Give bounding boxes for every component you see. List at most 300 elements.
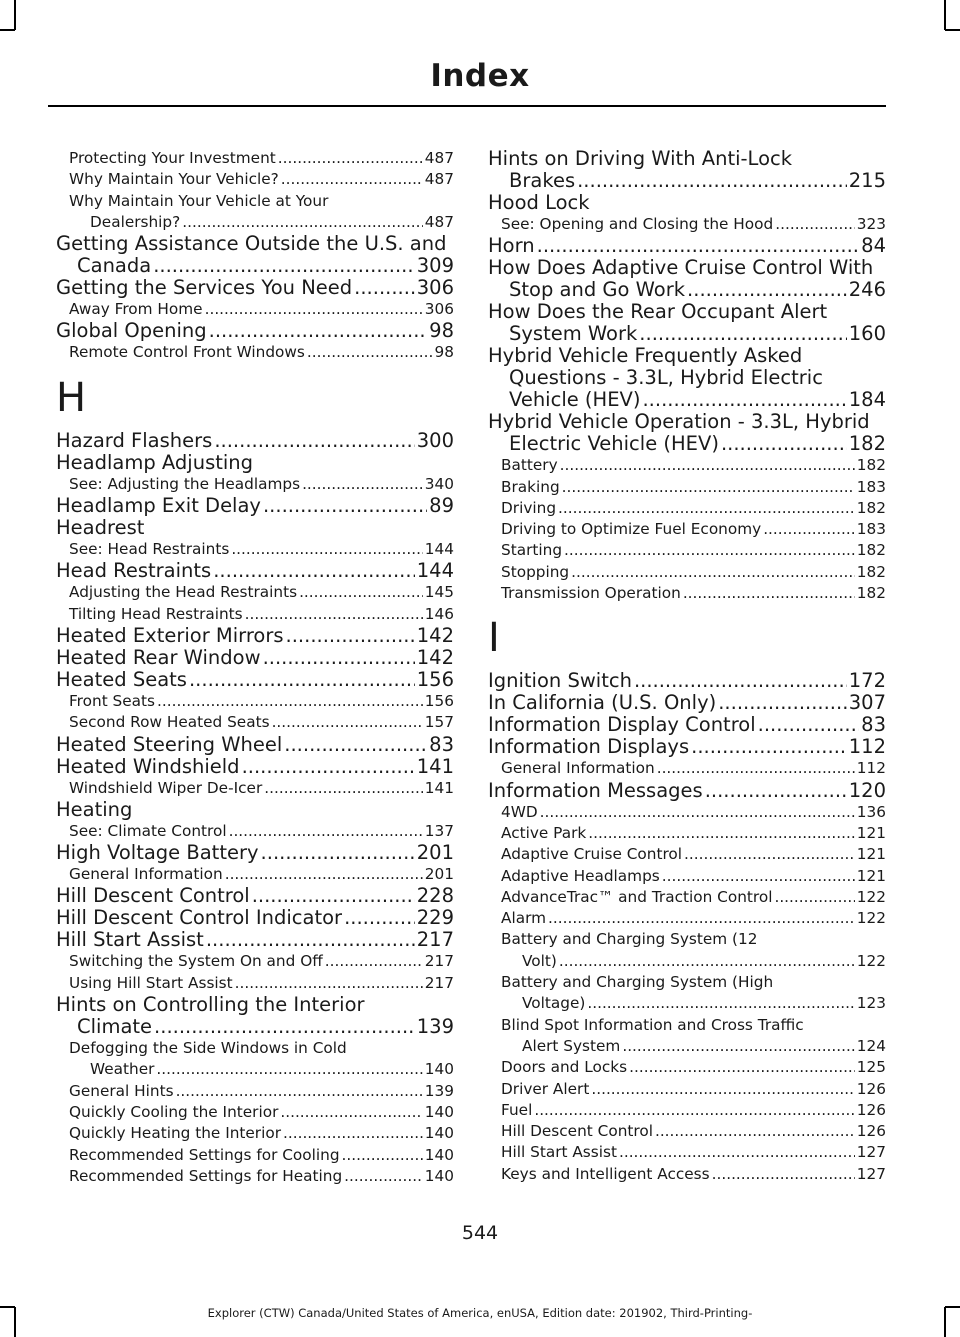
- index-entry-row: [56, 517, 454, 539]
- index-entry: [56, 430, 454, 452]
- index-entry: [56, 233, 454, 277]
- index-entry: [488, 692, 886, 714]
- index-entry-row: [56, 277, 454, 299]
- index-entry-row: [501, 1100, 886, 1121]
- index-subentry: [488, 887, 886, 908]
- entry-page: 142: [416, 623, 454, 647]
- dot-leader: [213, 560, 415, 582]
- index-entry: [56, 495, 454, 517]
- entry-label: Getting Assistance Outside the U.S. and: [56, 232, 447, 256]
- index-entry-row: [56, 430, 454, 452]
- entry-label: Tilting Head Restraints: [69, 604, 243, 623]
- entry-label: AdvanceTrac™ and Traction Control: [501, 887, 773, 906]
- entry-page: 139: [416, 1015, 454, 1039]
- entry-page: 144: [424, 540, 454, 559]
- dot-leader: [280, 1102, 422, 1123]
- index-entry-row: [69, 821, 454, 842]
- dot-leader: [252, 885, 415, 907]
- entry-label: General Information: [69, 865, 223, 884]
- dot-leader: [560, 455, 855, 476]
- entry-page: 121: [856, 823, 886, 842]
- entry-label: Heated Exterior Mirrors: [56, 623, 284, 647]
- dot-leader: [577, 170, 847, 192]
- section-letter: H: [56, 374, 87, 421]
- index-entry-row: [69, 539, 454, 560]
- dot-leader: [342, 1145, 423, 1166]
- dot-leader: [763, 519, 855, 540]
- entry-label: Adjusting the Head Restraints: [69, 583, 298, 602]
- index-entry-row: [488, 389, 886, 411]
- index-subentry: [56, 951, 454, 972]
- dot-leader: [242, 756, 415, 778]
- index-entry-row: [56, 842, 454, 864]
- index-subentry: [488, 866, 886, 887]
- entry-page: 146: [424, 604, 454, 623]
- entry-label: Switching the System On and Off: [69, 952, 323, 971]
- index-entry: [488, 148, 886, 192]
- entry-page: 136: [856, 802, 886, 821]
- index-entry-row: [501, 455, 886, 476]
- index-entry-row: [501, 519, 886, 540]
- index-entry-row: [501, 477, 886, 498]
- entry-label: Stopping: [501, 562, 570, 581]
- entry-label: Information Messages: [488, 778, 703, 802]
- dot-leader: [264, 778, 423, 799]
- entry-page: 201: [416, 841, 454, 865]
- index-entry: [488, 780, 886, 802]
- dot-leader: [272, 712, 423, 733]
- dot-leader: [718, 692, 847, 714]
- index-entry-row: [501, 562, 886, 583]
- index-subentry: [488, 1121, 886, 1142]
- dot-leader: [263, 495, 427, 517]
- index-entry-row: [69, 1123, 454, 1144]
- entry-label: Hybrid Vehicle Frequently Asked: [488, 344, 803, 368]
- entry-label: High Voltage Battery: [56, 841, 259, 865]
- index-subentry: [56, 1038, 454, 1081]
- entry-label: Recommended Settings for Heating: [69, 1166, 343, 1185]
- entry-label: Active Park: [501, 823, 587, 842]
- entry-label: Alert System: [522, 1036, 621, 1055]
- entry-label: Information Displays: [488, 735, 690, 759]
- dot-leader: [534, 1100, 854, 1121]
- index-entry-row: [69, 212, 454, 233]
- entry-label: Driver Alert: [501, 1079, 590, 1098]
- index-entry: [488, 736, 886, 758]
- index-subentry: [56, 1081, 454, 1102]
- entry-label: Headlamp Adjusting: [56, 450, 254, 474]
- entry-label: Brakes: [509, 169, 576, 192]
- dot-leader: [189, 669, 415, 691]
- index-entry-row: [56, 625, 454, 647]
- entry-page: 140: [424, 1166, 454, 1185]
- index-subentry: [56, 604, 454, 625]
- entry-page: 172: [848, 669, 886, 693]
- index-entry-row: [501, 844, 886, 865]
- entry-page: 160: [848, 322, 886, 346]
- dot-leader: [154, 1016, 415, 1038]
- footer-text: Explorer (CTW) Canada/United States of America, enUSA, Edition date: 201902, Third-Printing-: [207, 1306, 753, 1320]
- entry-page: 156: [416, 667, 454, 691]
- dot-leader: [721, 433, 847, 455]
- entry-label: Why Maintain Your Vehicle at Your: [69, 191, 329, 210]
- entry-page: 182: [856, 498, 886, 517]
- entry-label: Volt): [522, 951, 557, 970]
- entry-label: Why Maintain Your Vehicle?: [69, 170, 279, 189]
- entry-page: 144: [416, 559, 454, 583]
- dot-leader: [354, 277, 415, 299]
- dot-leader: [344, 1166, 423, 1187]
- entry-label: Hill Descent Control: [56, 884, 250, 908]
- entry-page: 122: [856, 909, 886, 928]
- page-title: Index: [430, 58, 530, 94]
- entry-label: Heated Seats: [56, 667, 187, 691]
- index-column-right: [488, 148, 886, 1185]
- dot-leader: [588, 823, 855, 844]
- index-entry-row: [501, 498, 886, 519]
- entry-page: 228: [416, 884, 454, 908]
- index-entry: [56, 842, 454, 864]
- index-entry-row: [56, 929, 454, 951]
- entry-page: 182: [856, 541, 886, 560]
- index-subentry: [488, 1142, 886, 1163]
- entry-page: 112: [856, 759, 886, 778]
- dot-leader: [537, 235, 860, 257]
- entry-page: 217: [416, 928, 454, 952]
- entry-label: Quickly Heating the Interior: [69, 1124, 281, 1143]
- index-subentry: [488, 1057, 886, 1078]
- index-subentry: [488, 214, 886, 235]
- index-entry-row: [69, 169, 454, 190]
- index-entry: [488, 192, 886, 214]
- entry-label: Hill Descent Control: [501, 1122, 653, 1141]
- entry-label: Electric Vehicle (HEV): [509, 432, 719, 456]
- index-entry-row: [69, 1081, 454, 1102]
- index-entry: [56, 277, 454, 299]
- index-entry-row: [56, 495, 454, 517]
- index-entry-row: [488, 714, 886, 736]
- index-entry-row: [488, 192, 886, 214]
- index-subentry: [488, 823, 886, 844]
- index-subentry: [488, 477, 886, 498]
- index-entry-row: [501, 1036, 886, 1057]
- entry-label: Information Display Control: [488, 713, 756, 737]
- entry-page: 127: [856, 1164, 886, 1183]
- index-subentry: [488, 498, 886, 519]
- entry-label: Hints on Controlling the Interior: [56, 993, 365, 1017]
- index-subentry: [56, 148, 454, 169]
- index-entry-row: [501, 1057, 886, 1078]
- index-entry-row: [488, 279, 886, 301]
- index-subentry: [488, 455, 886, 476]
- index-subentry: [56, 1123, 454, 1144]
- dot-leader: [307, 342, 433, 363]
- entry-page: 141: [424, 778, 454, 797]
- entry-label: Horn: [488, 234, 535, 258]
- entry-label: Ignition Switch: [488, 669, 632, 693]
- index-entry-row: [69, 951, 454, 972]
- index-entry-row: [56, 907, 454, 929]
- entry-label: Fuel: [501, 1100, 533, 1119]
- index-subentry: [488, 562, 886, 583]
- index-entry-row: [488, 433, 886, 455]
- index-subentry: [488, 519, 886, 540]
- index-entry-row: [501, 1079, 886, 1100]
- index-entry: [488, 670, 886, 692]
- entry-page: 127: [856, 1143, 886, 1162]
- entry-label: In California (U.S. Only): [488, 691, 717, 715]
- entry-page: 157: [424, 713, 454, 732]
- entry-page: 182: [856, 456, 886, 475]
- dot-leader: [564, 540, 855, 561]
- entry-label: Stop and Go Work: [509, 278, 686, 302]
- entry-label: See: Head Restraints: [69, 540, 230, 559]
- entry-label-continued: Questions - 3.3L, Hybrid Electric: [509, 366, 823, 390]
- index-subentry: [488, 758, 886, 779]
- dot-leader: [634, 670, 847, 692]
- index-entry: [56, 756, 454, 778]
- dot-leader: [182, 212, 423, 233]
- dot-leader: [622, 1036, 854, 1057]
- index-entry-row: [56, 320, 454, 342]
- index-entry-row: [69, 712, 454, 733]
- entry-label: Adaptive Cruise Control: [501, 845, 683, 864]
- entry-page: 137: [424, 821, 454, 840]
- entry-label: Heating: [56, 797, 133, 821]
- index-entry-row: [488, 692, 886, 714]
- entry-label: Second Row Heated Seats: [69, 713, 270, 732]
- entry-label: Headlamp Exit Delay: [56, 494, 261, 518]
- entry-label: See: Climate Control: [69, 821, 227, 840]
- dot-leader: [153, 255, 415, 277]
- index-entry-row: [501, 583, 886, 604]
- index-entry-row: [56, 669, 454, 691]
- entry-label: General Information: [501, 759, 655, 778]
- dot-leader: [206, 929, 415, 951]
- index-subentry: [488, 844, 886, 865]
- index-entry-row: [56, 885, 454, 907]
- index-entry-row: [56, 647, 454, 669]
- header-rule: [48, 105, 886, 107]
- index-subentry: [488, 540, 886, 561]
- index-entry: [56, 907, 454, 929]
- entry-page: 140: [424, 1102, 454, 1121]
- dot-leader: [655, 1121, 855, 1142]
- entry-page: 140: [424, 1060, 454, 1079]
- index-subentry: [488, 802, 886, 823]
- entry-page: 140: [424, 1145, 454, 1164]
- entry-page: 487: [424, 170, 454, 189]
- entry-page: 182: [848, 432, 886, 456]
- index-entry: [56, 885, 454, 907]
- entry-page: 306: [424, 300, 454, 319]
- index-subentry: [56, 1166, 454, 1187]
- entry-label: Braking: [501, 477, 560, 496]
- entry-label: Transmission Operation: [501, 584, 681, 603]
- index-subentry: [488, 1164, 886, 1185]
- index-entry-row: [501, 758, 886, 779]
- index-subentry: [56, 973, 454, 994]
- index-entry-row: [501, 214, 886, 235]
- index-entry-row: [501, 540, 886, 561]
- entry-page: 120: [848, 778, 886, 802]
- index-entry: [56, 452, 454, 474]
- entry-page: 140: [424, 1124, 454, 1143]
- entry-label: See: Adjusting the Headlamps: [69, 474, 301, 493]
- entry-label: Front Seats: [69, 691, 156, 710]
- entry-page: 84: [861, 234, 886, 258]
- index-entry-row: [69, 582, 454, 603]
- index-entry-row: [488, 780, 886, 802]
- index-subentry: [56, 864, 454, 885]
- entry-page: 123: [856, 994, 886, 1013]
- entry-page: 229: [416, 906, 454, 930]
- entry-label: Defogging the Side Windows in Cold: [69, 1039, 347, 1058]
- entry-label: Getting the Services You Need: [56, 276, 353, 300]
- index-entry-row: [488, 670, 886, 692]
- entry-label: Heated Rear Window: [56, 645, 261, 669]
- entry-label: How Does the Rear Occupant Alert: [488, 300, 828, 324]
- dot-leader: [263, 647, 415, 669]
- index-subentry: [56, 582, 454, 603]
- crop-mark: [944, 0, 946, 30]
- dot-leader: [281, 169, 423, 190]
- entry-page: 156: [424, 691, 454, 710]
- entry-page: 139: [424, 1081, 454, 1100]
- index-entry: [56, 669, 454, 691]
- entry-page: 183: [856, 520, 886, 539]
- dot-leader: [642, 389, 846, 411]
- entry-label: See: Opening and Closing the Hood: [501, 215, 774, 233]
- dot-leader: [229, 821, 423, 842]
- entry-page: 126: [856, 1100, 886, 1119]
- index-entry-row: [56, 799, 454, 821]
- index-subentry: [56, 342, 454, 363]
- entry-label: Driving to Optimize Fuel Economy: [501, 520, 762, 539]
- entry-label: Hybrid Vehicle Operation - 3.3L, Hybrid: [488, 410, 870, 434]
- index-entry-row: [501, 802, 886, 823]
- index-entry-row: [69, 1166, 454, 1187]
- index-entry: [56, 734, 454, 756]
- dot-leader: [684, 844, 855, 865]
- index-entry-row: [501, 1142, 886, 1163]
- index-subentry: [56, 1145, 454, 1166]
- index-subentry: [56, 169, 454, 190]
- entry-label: Battery and Charging System (High: [501, 973, 774, 992]
- crop-mark: [945, 29, 960, 31]
- dot-leader: [712, 1164, 855, 1185]
- index-entry: [488, 257, 886, 301]
- entry-label: Hints on Driving With Anti-Lock: [488, 147, 793, 170]
- dot-leader: [344, 907, 415, 929]
- entry-label: Quickly Cooling the Interior: [69, 1102, 279, 1121]
- index-column-left: [56, 148, 454, 1187]
- entry-label: Head Restraints: [56, 559, 212, 583]
- entry-label: Driving: [501, 498, 557, 517]
- entry-page: 309: [416, 254, 454, 278]
- dot-leader: [209, 320, 428, 342]
- entry-label: Heated Steering Wheel: [56, 732, 283, 756]
- entry-label: Doors and Locks: [501, 1058, 628, 1077]
- dot-leader: [558, 498, 855, 519]
- index-entry-row: [69, 474, 454, 495]
- entry-label: Hazard Flashers: [56, 428, 213, 452]
- index-entry-row: [501, 1121, 886, 1142]
- dot-leader: [205, 299, 423, 320]
- dot-leader: [691, 736, 847, 758]
- index-subentry: [56, 821, 454, 842]
- dot-leader: [657, 758, 855, 779]
- index-entry: [56, 799, 454, 821]
- dot-leader: [619, 1142, 855, 1163]
- section-letter: I: [488, 615, 500, 662]
- entry-label: Battery: [501, 456, 558, 475]
- entry-label: Using Hill Start Assist: [69, 973, 233, 992]
- dot-leader: [245, 604, 423, 625]
- index-entry: [56, 994, 454, 1038]
- entry-label: Hill Start Assist: [501, 1143, 617, 1162]
- dot-leader: [157, 691, 423, 712]
- entry-page: 201: [424, 865, 454, 884]
- dot-leader: [176, 1081, 423, 1102]
- index-entry-row: [69, 1059, 454, 1080]
- crop-mark: [0, 29, 15, 31]
- dot-leader: [662, 866, 855, 887]
- entry-label: Climate: [77, 1015, 153, 1039]
- index-subentry: [488, 929, 886, 972]
- index-subentry: [488, 583, 886, 604]
- dot-leader: [278, 148, 423, 169]
- dot-leader: [325, 951, 423, 972]
- index-entry-row: [501, 1164, 886, 1185]
- dot-leader: [231, 539, 422, 560]
- dot-leader: [225, 864, 423, 885]
- index-entry-row: [69, 148, 454, 169]
- entry-page: 83: [861, 713, 886, 737]
- index-subentry: [56, 691, 454, 712]
- entry-label: Adaptive Headlamps: [501, 866, 660, 885]
- entry-page: 125: [856, 1058, 886, 1077]
- dot-leader: [562, 477, 855, 498]
- index-entry-row: [501, 993, 886, 1014]
- entry-page: 182: [856, 584, 886, 603]
- index-entry-row: [69, 299, 454, 320]
- entry-label: Weather: [90, 1060, 155, 1079]
- entry-label: Hill Start Assist: [56, 928, 204, 952]
- index-entry-row: [56, 560, 454, 582]
- index-entry-row: [488, 736, 886, 758]
- index-entry-row: [488, 323, 886, 345]
- dot-leader: [639, 323, 846, 345]
- entry-page: 83: [429, 732, 454, 756]
- index-entry: [488, 411, 886, 455]
- entry-label: Headrest: [56, 516, 145, 540]
- dot-leader: [591, 1079, 854, 1100]
- entry-label: Blind Spot Information and Cross Traffic: [501, 1015, 804, 1034]
- index-entry-row: [501, 908, 886, 929]
- entry-page: 183: [856, 477, 886, 496]
- index-entry-row: [501, 887, 886, 908]
- index-entry-row: [56, 452, 454, 474]
- dot-leader: [286, 625, 415, 647]
- dot-leader: [774, 887, 854, 908]
- index-entry-row: [69, 973, 454, 994]
- dot-leader: [299, 582, 423, 603]
- entry-page: 98: [429, 319, 454, 343]
- index-entry-row: [56, 1016, 454, 1038]
- entry-page: 217: [424, 952, 454, 971]
- index-entry-row: [501, 823, 886, 844]
